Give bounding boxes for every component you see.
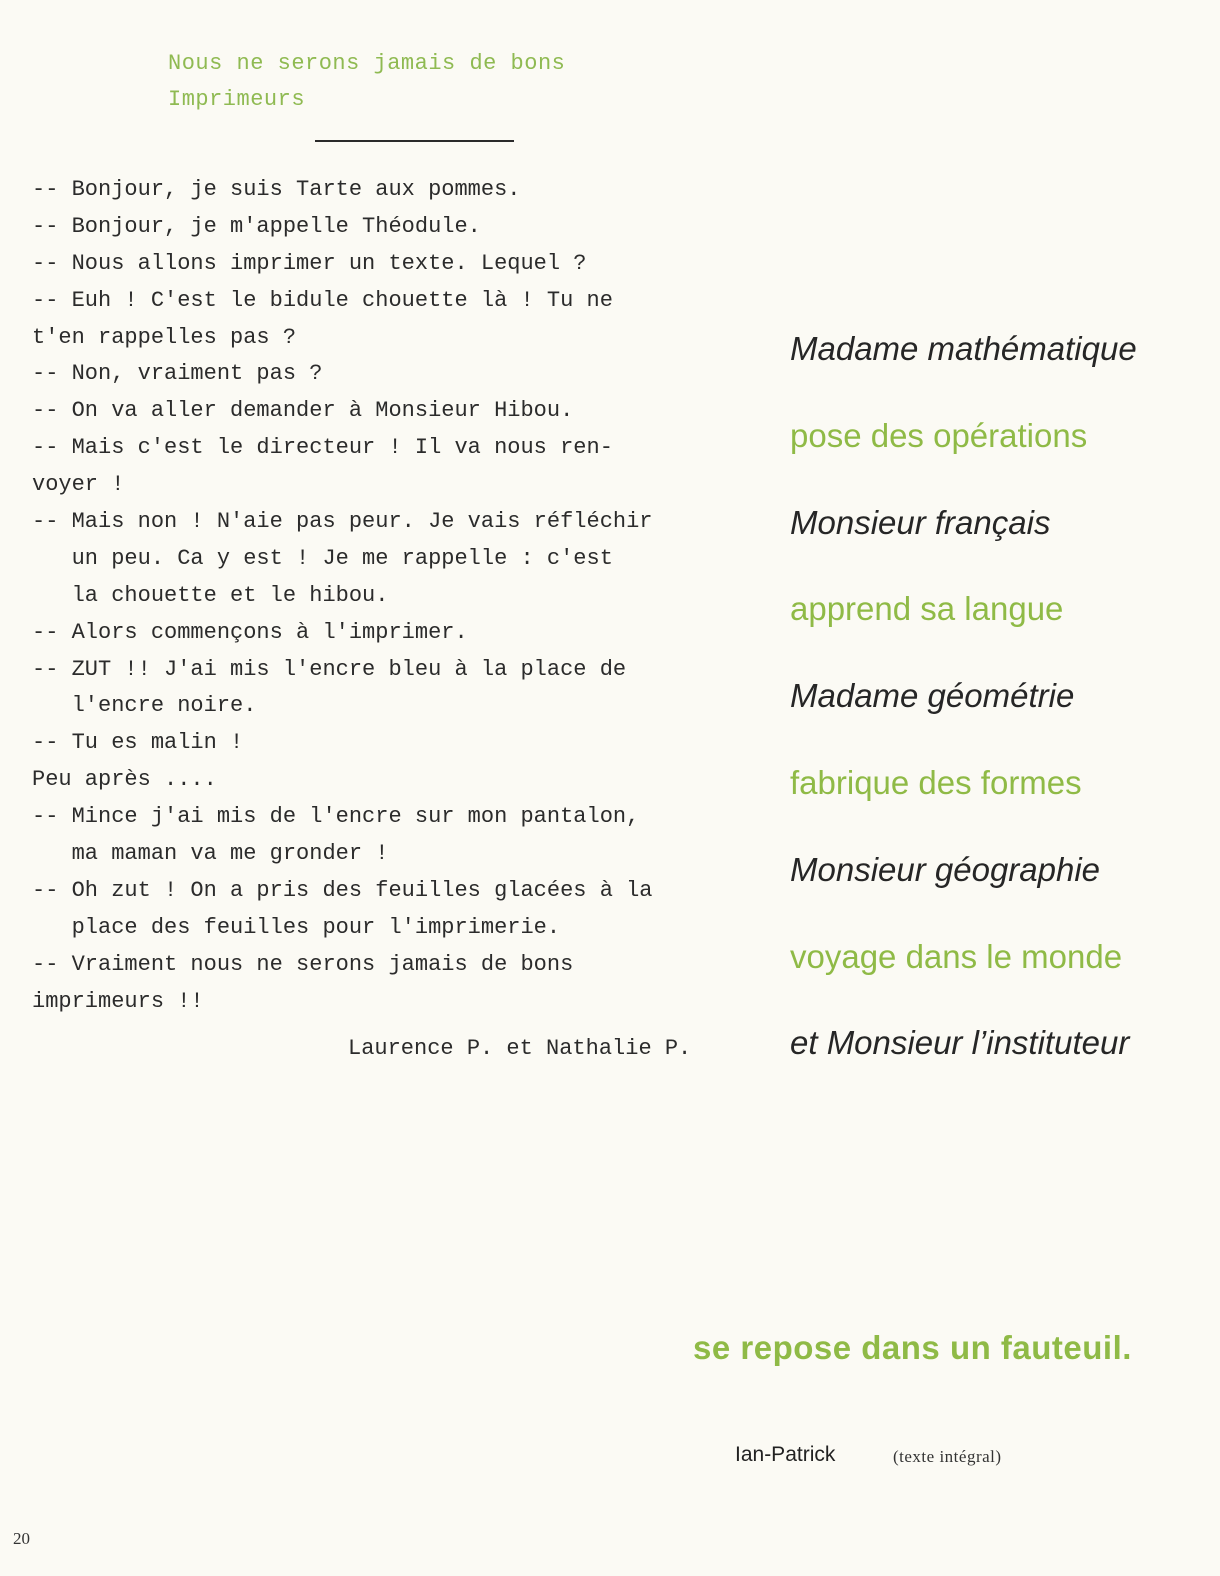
- story-title-line-1: Nous ne serons jamais de bons: [168, 51, 566, 76]
- dialogue-line: -- Nous allons imprimer un texte. Lequel ?: [32, 250, 587, 276]
- dialogue-line: -- ZUT !! J'ai mis l'encre bleu à la place de: [32, 656, 627, 682]
- dialogue-line: un peu. Ca y est ! Je me rappelle : c'est: [32, 545, 613, 571]
- dialogue-line: voyer !: [32, 472, 125, 498]
- dialogue-line: -- Oh zut ! On a pris des feuilles glacées à la: [32, 877, 653, 903]
- dialogue-line: -- Mais non ! N'aie pas peur. Je vais réfléchir: [32, 509, 653, 535]
- page-number: 20: [13, 1529, 30, 1548]
- poem-line: Monsieur français: [790, 503, 1051, 541]
- poem-line: fabrique des formes: [790, 763, 1082, 801]
- dialogue-line: -- Bonjour, je suis Tarte aux pommes.: [32, 177, 521, 202]
- dialogue-line: t'en rappelles pas ?: [32, 324, 297, 350]
- dialogue-line: -- Vraiment nous ne serons jamais de bons: [32, 951, 574, 977]
- poem-author: Ian-Patrick: [735, 1443, 836, 1466]
- poem-line: voyage dans le monde: [790, 937, 1123, 975]
- dialogue-text: [32, 172, 762, 1020]
- dialogue-line: -- Bonjour, je m'appelle Théodule.: [32, 213, 481, 239]
- poem-line: Madame mathématique: [790, 330, 1137, 367]
- dialogue-line: -- Mais c'est le directeur ! Il va nous ren-: [32, 435, 613, 461]
- dialogue-line: imprimeurs !!: [32, 988, 204, 1014]
- poem-note: (texte intégral): [893, 1447, 1002, 1466]
- poem-line: pose des opérations: [790, 416, 1088, 454]
- dialogue-line: -- Euh ! C'est le bidule chouette là ! Tu ne: [32, 287, 613, 313]
- story-title: [168, 46, 565, 118]
- dialogue-line: l'encre noire.: [32, 693, 257, 719]
- story-authors: Laurence P. et Nathalie P.: [348, 1036, 692, 1061]
- poem-line: et Monsieur l’instituteur: [790, 1024, 1130, 1062]
- dialogue-line: ma maman va me gronder !: [32, 841, 389, 867]
- poem: [790, 325, 1210, 1106]
- poem-closing-line: se repose dans un fauteuil.: [693, 1329, 1132, 1366]
- dialogue-line: -- Tu es malin !: [32, 730, 244, 756]
- poem-line: Monsieur géographie: [790, 850, 1101, 888]
- dialogue-line: -- Alors commençons à l'imprimer.: [32, 619, 468, 645]
- poem-line: apprend sa langue: [790, 590, 1064, 628]
- dialogue-line: -- Mince j'ai mis de l'encre sur mon pantalon,: [32, 804, 640, 830]
- dialogue-line: -- Non, vraiment pas ?: [32, 361, 323, 387]
- story-title-line-2: Imprimeurs: [168, 87, 306, 112]
- title-underline: [315, 140, 514, 142]
- poem-line: Madame géométrie: [790, 677, 1075, 715]
- dialogue-line: Peu après ....: [32, 767, 217, 793]
- dialogue-line: la chouette et le hibou.: [32, 582, 389, 608]
- dialogue-line: -- On va aller demander à Monsieur Hibou.: [32, 398, 574, 424]
- dialogue-line: place des feuilles pour l'imprimerie.: [32, 914, 561, 940]
